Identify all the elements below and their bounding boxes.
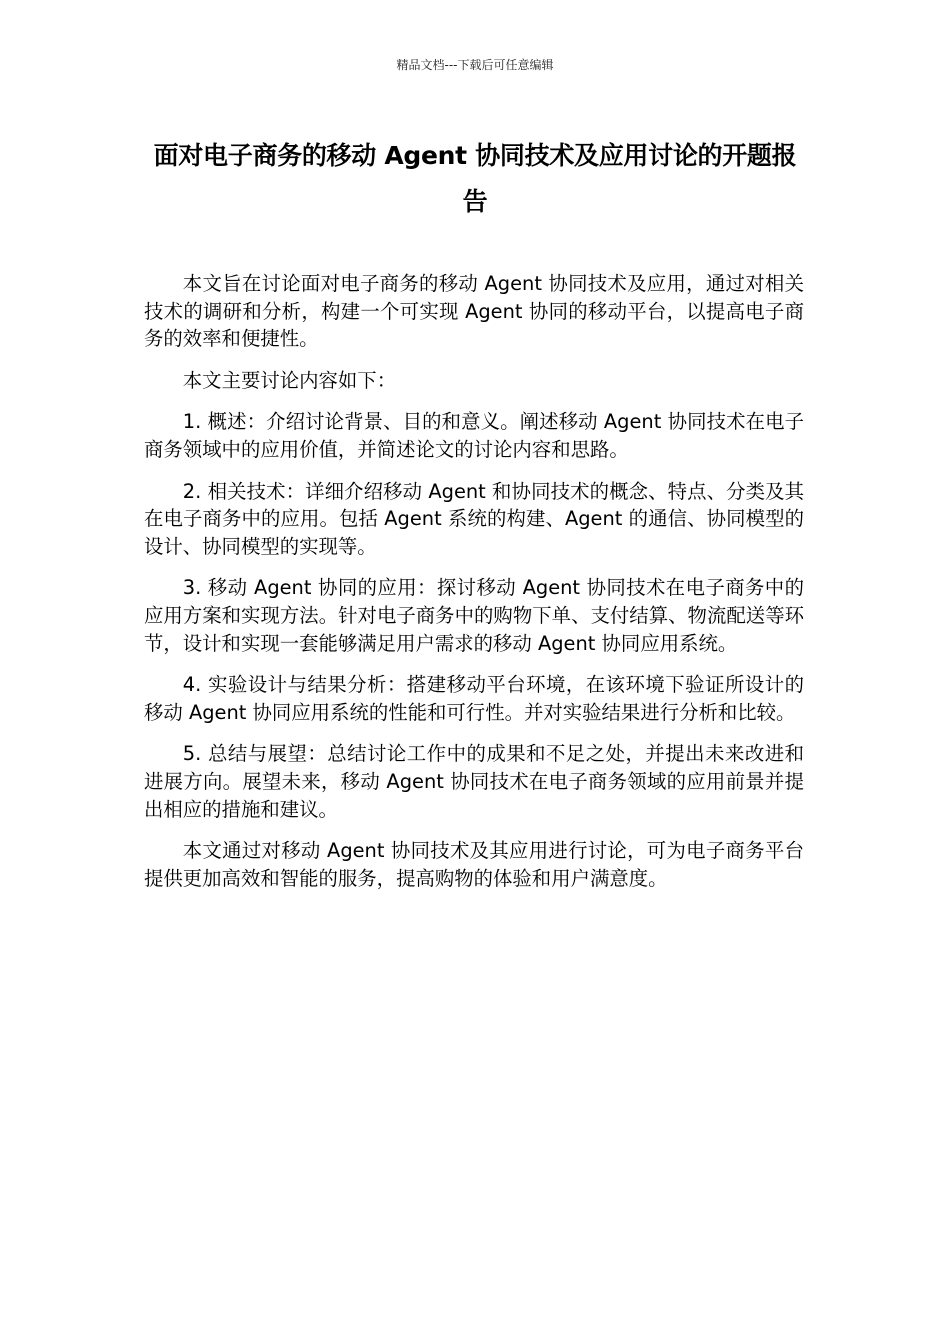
page-header-note: 精品文档---下载后可任意编辑 [396, 58, 554, 72]
paragraph-section-3: 3. 移动 Agent 协同的应用：探讨移动 Agent 协同技术在电子商务中的应用方案和实现方法。针对电子商务中的购物下单、支付结算、物流配送等环节，设计和实现一套能够满足用户需求的移动 Agent 协同应用系统。 [144, 576, 804, 655]
paragraph-outline-lead: 本文主要讨论内容如下： [182, 368, 397, 392]
document-title: 面对电子商务的移动 Agent 协同技术及应用讨论的开题报告 [153, 141, 797, 216]
paragraph-section-1: 1. 概述：介绍讨论背景、目的和意义。阐述移动 Agent 协同技术在电子商务领域中的应用价值，并简述论文的讨论内容和思路。 [144, 410, 804, 461]
paragraph-section-2: 2. 相关技术：详细介绍移动 Agent 和协同技术的概念、特点、分类及其在电子商务中的应用。包括 Agent 系统的构建、Agent 的通信、协同模型的设计、协同模型的实现等。 [144, 479, 804, 558]
paragraph-section-4: 4. 实验设计与结果分析：搭建移动平台环境，在该环境下验证所设计的移动 Agent 协同应用系统的性能和可行性。并对实验结果进行分析和比较。 [144, 673, 804, 724]
paragraph-conclusion: 本文通过对移动 Agent 协同技术及其应用进行讨论，可为电子商务平台提供更加高效和智能的服务，提高购物的体验和用户满意度。 [144, 839, 804, 890]
paragraph-intro: 本文旨在讨论面对电子商务的移动 Agent 协同技术及应用，通过对相关技术的调研和分析，构建一个可实现 Agent 协同的移动平台，以提高电子商务的效率和便捷性。 [144, 272, 804, 351]
paragraph-section-5: 5. 总结与展望：总结讨论工作中的成果和不足之处，并提出未来改进和进展方向。展望未来，移动 Agent 协同技术在电子商务领域的应用前景并提出相应的措施和建议。 [144, 742, 804, 821]
document-body [144, 270, 804, 906]
